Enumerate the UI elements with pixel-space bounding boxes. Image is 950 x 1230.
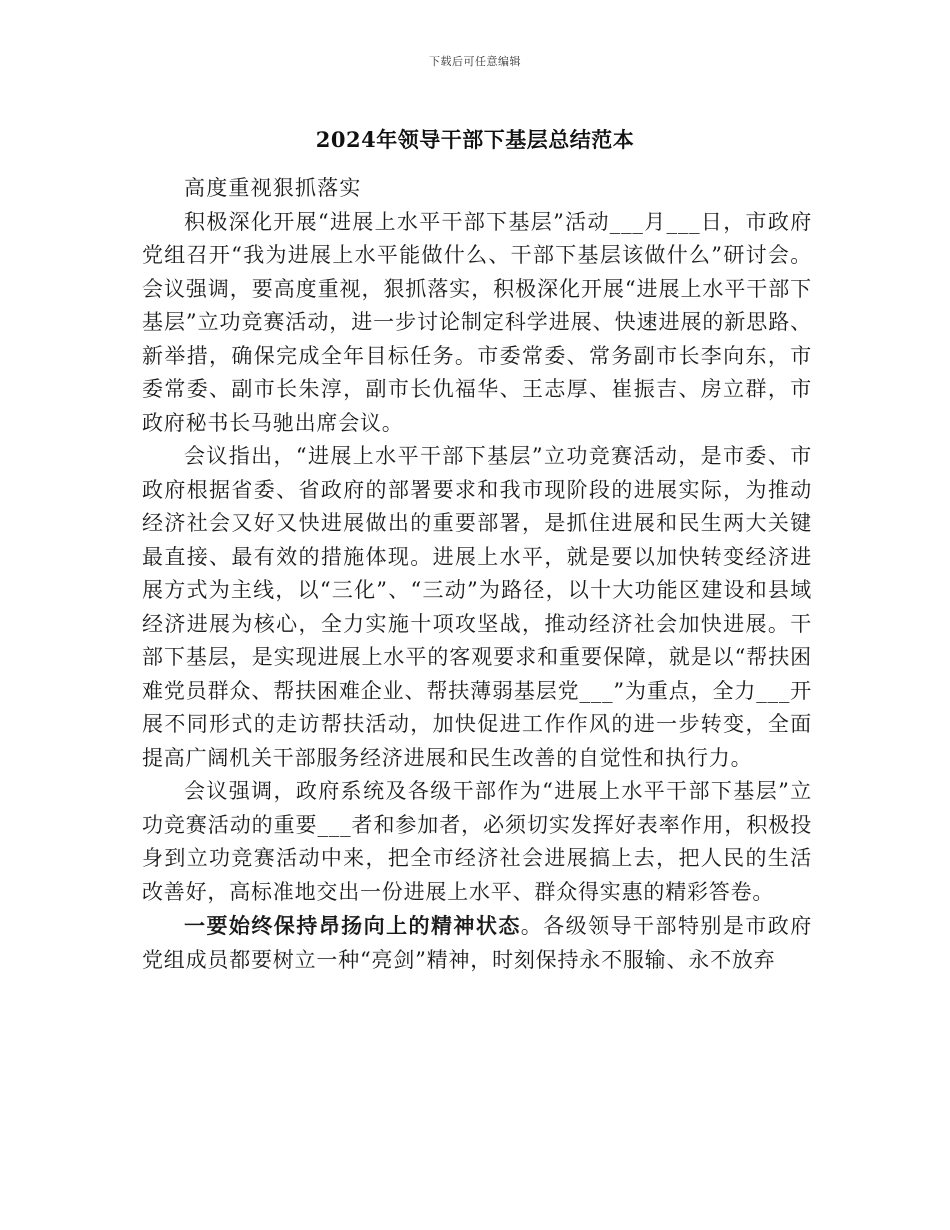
section-subheading: 高度重视狠抓落实 — [184, 176, 362, 200]
body-paragraph-last — [142, 909, 812, 977]
body-paragraph: 会议指出，“进展上水平干部下基层”立功竞赛活动，是市委、市政府根据省委、省政府的部署要求和我市现阶段的进展实际，为推动经济社会又好又快进展做出的重要部署，是抓住进展和民生两大关键最直接、最有效的措施体现。进展上水平，就是要以加快转变经济进展方式为主线，以“三化”、“三动”为路径，以十大功能区建设和县域经济进展为核心，全力实施十项攻坚战，推动经济社会加快进展。干部下基层，是实现进展上水平的客观要求和重要保障，就是以“帮扶困难党员群众、帮扶困难企业、帮扶薄弱基层党___”为重点，全力___开展不同形式的走访帮扶活动，加快促进工作作风的进一步转变，全面提高广阔机关干部服务经济进展和民生改善的自觉性和执行力。 — [142, 444, 812, 770]
page-header-note: 下载后可任意编辑 — [429, 55, 521, 68]
paragraph-text: 。各级领导干部特别是市政府党组成员都要树立一种“亮剑”精神，时刻保持永不服输、永不放弃 — [142, 914, 812, 972]
body-paragraph: 积极深化开展“进展上水平干部下基层”活动___月___日，市政府党组召开“我为进展上水平能做什么、干部下基层该做什么”研讨会。会议强调，要高度重视，狠抓落实，积极深化开展“进展上水平干部下基层”立功竞赛活动，进一步讨论制定科学进展、快速进展的新思路、新举措，确保完成全年目标任务。市委常委、常务副市长李向东，市委常委、副市长朱淳，副市长仇福华、王志厚、崔振吉、房立群，市政府秘书长马驰出席会议。 — [142, 209, 812, 435]
body-paragraph: 会议强调，政府系统及各级干部作为“进展上水平干部下基层”立功竞赛活动的重要___者和参加者，必须切实发挥好表率作用，积极投身到立功竞赛活动中来，把全市经济社会进展搞上去，把人民的生活改善好，高标准地交出一份进展上水平、群众得实惠的精彩答卷。 — [142, 779, 812, 904]
document-title: 2024年领导干部下基层总结范本 — [315, 127, 635, 152]
bold-lead-phrase: 一要始终保持昂扬向上的精神状态 — [184, 913, 521, 938]
document-body — [142, 172, 812, 977]
